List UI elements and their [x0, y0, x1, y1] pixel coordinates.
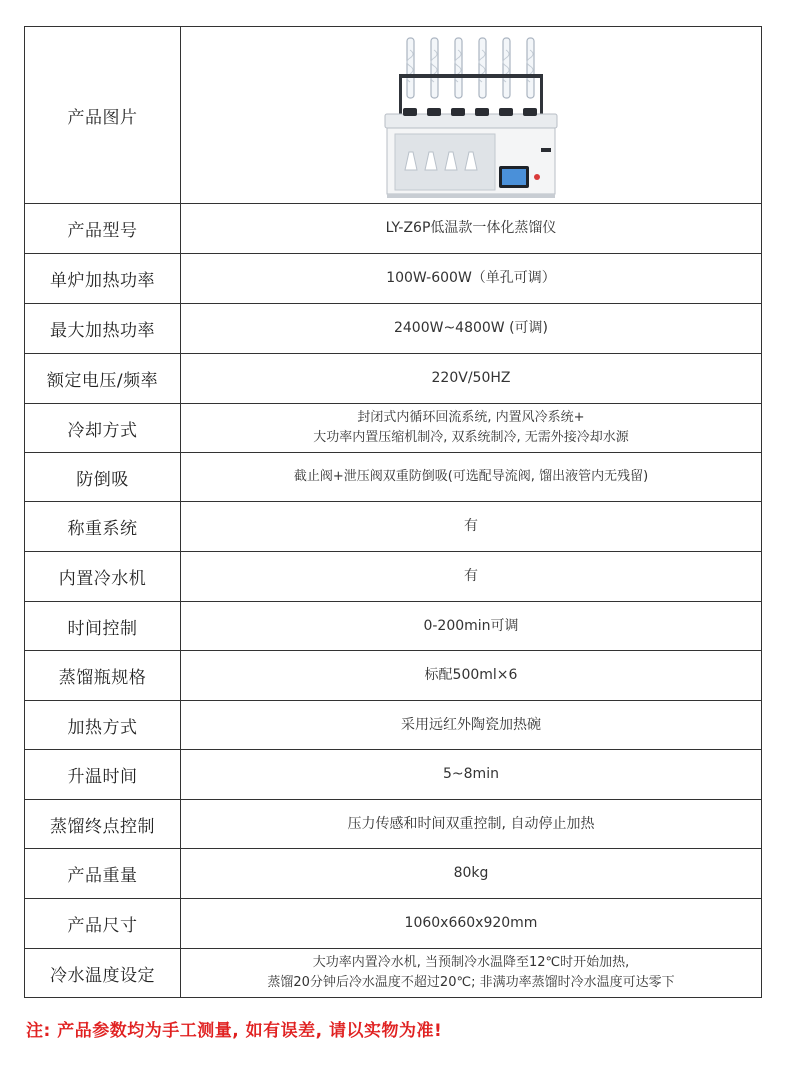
spec-label: 产品图片 — [25, 27, 181, 204]
spec-row-cooling — [25, 404, 762, 453]
spec-label: 防倒吸 — [25, 453, 181, 502]
spec-row-model — [25, 204, 762, 254]
spec-value-line: 截止阀+泄压阀双重防倒吸(可选配导流阀, 馏出液管内无残留) — [293, 469, 649, 484]
spec-label: 产品尺寸 — [25, 899, 181, 949]
spec-value-line: 5~8min — [443, 766, 499, 782]
spec-value — [181, 453, 762, 502]
spec-value — [181, 800, 762, 849]
spec-row-weight — [25, 849, 762, 899]
spec-row-heating-method — [25, 701, 762, 750]
spec-value-line: 封闭式内循环回流系统, 内置风冷系统+ — [357, 410, 585, 425]
spec-value-line: 大功率内置冷水机, 当预制冷水温降至12℃时开始加热, — [312, 955, 630, 970]
spec-value — [181, 949, 762, 998]
spec-value-line: 1060x660x920mm — [404, 915, 538, 931]
spec-value — [181, 404, 762, 453]
product-image — [381, 30, 561, 200]
spec-value — [181, 701, 762, 750]
spec-label: 单炉加热功率 — [25, 254, 181, 304]
spec-row-time-control — [25, 602, 762, 651]
spec-value-line: 0-200min可调 — [423, 617, 519, 634]
spec-label: 蒸馏终点控制 — [25, 800, 181, 849]
spec-label: 称重系统 — [25, 502, 181, 552]
spec-value — [181, 354, 762, 404]
spec-label: 升温时间 — [25, 750, 181, 800]
spec-value-line: 采用远红外陶瓷加热碗 — [401, 716, 541, 733]
spec-value-line: 大功率内置压缩机制冷, 双系统制冷, 无需外接冷却水源 — [313, 430, 629, 445]
spec-row-flask-spec — [25, 651, 762, 701]
spec-value — [181, 899, 762, 949]
spec-value — [181, 651, 762, 701]
spec-row-chiller — [25, 552, 762, 602]
spec-row-heatup-time — [25, 750, 762, 800]
spec-label: 产品重量 — [25, 849, 181, 899]
spec-value-line: 100W-600W（单孔可调） — [386, 270, 556, 286]
spec-value — [181, 304, 762, 354]
spec-value-line: 有 — [464, 518, 478, 534]
spec-row-rated-voltage — [25, 354, 762, 404]
spec-value-line: 标配500ml×6 — [424, 667, 518, 683]
spec-value — [181, 254, 762, 304]
spec-value-line: 2400W~4800W (可调) — [393, 320, 549, 336]
spec-value — [181, 750, 762, 800]
spec-row-single-heat-power — [25, 254, 762, 304]
spec-row-endpoint-control — [25, 800, 762, 849]
spec-row-anti-suckback — [25, 453, 762, 502]
spec-value — [181, 552, 762, 602]
spec-value-line: 蒸馏20分钟后冷水温度不超过20℃; 非满功率蒸馏时冷水温度可达零下 — [267, 975, 675, 990]
spec-label: 产品型号 — [25, 204, 181, 254]
spec-label: 时间控制 — [25, 602, 181, 651]
spec-row-water-temp — [25, 949, 762, 998]
spec-value-line: 220V/50HZ — [431, 370, 511, 386]
spec-label: 最大加热功率 — [25, 304, 181, 354]
spec-value-line: 有 — [464, 568, 478, 584]
product-image-cell — [181, 27, 762, 204]
spec-value-line: 80kg — [453, 865, 489, 881]
spec-row-max-heat-power — [25, 304, 762, 354]
spec-value — [181, 502, 762, 552]
spec-label: 额定电压/频率 — [25, 354, 181, 404]
spec-value — [181, 849, 762, 899]
spec-table — [24, 26, 762, 998]
spec-row-weighing — [25, 502, 762, 552]
spec-value — [181, 602, 762, 651]
spec-label: 冷却方式 — [25, 404, 181, 453]
spec-value — [181, 204, 762, 254]
spec-value-line: LY-Z6P低温款一体化蒸馏仪 — [385, 220, 557, 236]
spec-value-line: 压力传感和时间双重控制, 自动停止加热 — [347, 815, 595, 832]
disclaimer-note: 注: 产品参数均为手工测量, 如有误差, 请以实物为准! — [26, 1021, 443, 1041]
spec-label: 冷水温度设定 — [25, 949, 181, 998]
spec-row-dimensions — [25, 899, 762, 949]
spec-label: 内置冷水机 — [25, 552, 181, 602]
spec-row-image — [25, 27, 762, 204]
spec-label: 加热方式 — [25, 701, 181, 750]
spec-label: 蒸馏瓶规格 — [25, 651, 181, 701]
